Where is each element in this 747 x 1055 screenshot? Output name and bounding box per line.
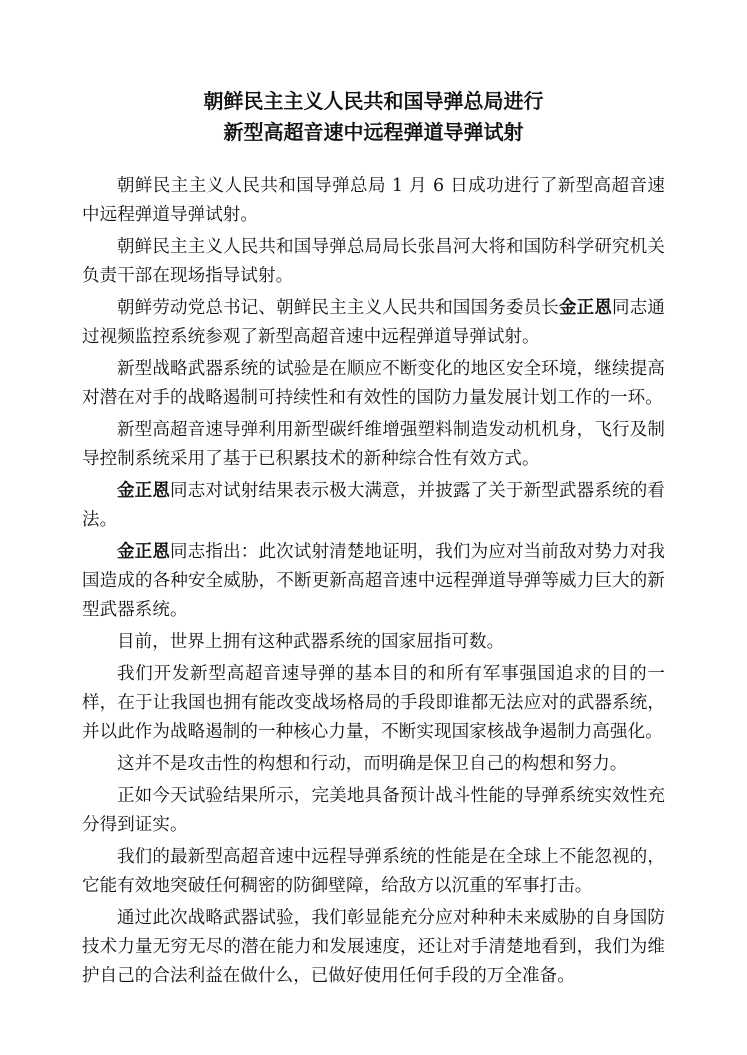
paragraph-4 (82, 355, 665, 413)
title-line-1: 朝鲜民主主义人民共和国导弹总局进行 (203, 89, 544, 113)
paragraph-text: 同志通过视频监控系统参观了新型高超音速中远程弹道导弹试射。 (82, 298, 665, 347)
paragraph-text: 新型高超音速导弹利用新型碳纤维增强塑料制造发动机机身，飞行及制导控制系统采用了基于已积累技术的新种综合性有效方式。 (82, 420, 665, 469)
paragraph-text: 新型战略武器系统的试验是在顺应不断变化的地区安全环境，继续提高对潜在对手的战略遏制可持续性和有效性的国防力量发展计划工作的一环。 (82, 359, 665, 408)
paragraph-text: 正如今天试验结果所示，完美地具备预计战斗性能的导弹系统实效性充分得到证实。 (82, 786, 665, 835)
paragraph-text: 目前，世界上拥有这种武器系统的国家屈指可数。 (117, 632, 505, 652)
leader-name: 金正恩 (558, 298, 613, 318)
paragraph-7 (82, 538, 665, 625)
paragraph-8 (82, 628, 665, 657)
paragraph-9 (82, 660, 665, 747)
paragraph-5 (82, 416, 665, 474)
paragraph-text: 这并不是攻击性的构想和行动，而明确是保卫自己的构想和努力。 (117, 754, 628, 774)
title-line-2: 新型高超音速中远程弹道导弹试射 (223, 120, 524, 144)
paragraph-11 (82, 782, 665, 840)
paragraph-text: 通过此次战略武器试验，我们彰显能充分应对种种未来威胁的自身国防技术力量无穷无尽的潜在能力和发展速度，还让对手清楚地看到，我们为维护自己的合法利益在做什么，已做好使用任何手段的万全准备。 (82, 908, 665, 986)
paragraph-text: 朝鲜民主主义人民共和国导弹总局局长张昌河大将和国防科学研究机关负责干部在现场指导试射。 (82, 237, 665, 286)
paragraph-text: 朝鲜劳动党总书记、朝鲜民主主义人民共和国国务委员长 (117, 298, 559, 318)
paragraph-13 (82, 904, 665, 991)
paragraph-3 (82, 294, 665, 352)
leader-name: 金正恩 (117, 481, 171, 501)
paragraph-1 (82, 172, 665, 230)
paragraph-2 (82, 233, 665, 291)
leader-name: 金正恩 (117, 542, 171, 562)
body-text (82, 172, 665, 991)
paragraph-text: 我们开发新型高超音速导弹的基本目的和所有军事强国追求的目的一样，在于让我国也拥有能改变战场格局的手段即谁都无法应对的武器系统，并以此作为战略遏制的一种核心力量，不断实现国家核战争遏制力高强化。 (82, 664, 665, 742)
paragraph-text: 朝鲜民主主义人民共和国导弹总局 1 月 6 日成功进行了新型高超音速中远程弹道导弹试射。 (82, 176, 665, 225)
paragraph-text: 同志指出：此次试射清楚地证明，我们为应对当前敌对势力对我国造成的各种安全威胁，不断更新高超音速中远程弹道导弹等威力巨大的新型武器系统。 (82, 542, 665, 620)
paragraph-12 (82, 843, 665, 901)
paragraph-text: 同志对试射结果表示极大满意，并披露了关于新型武器系统的看法。 (82, 481, 665, 530)
paragraph-10 (82, 750, 665, 779)
paragraph-text: 我们的最新型高超音速中远程导弹系统的性能是在全球上不能忽视的，它能有效地突破任何稠密的防御壁障，给敌方以沉重的军事打击。 (82, 847, 665, 896)
paragraph-6 (82, 477, 665, 535)
title-block (82, 86, 665, 148)
